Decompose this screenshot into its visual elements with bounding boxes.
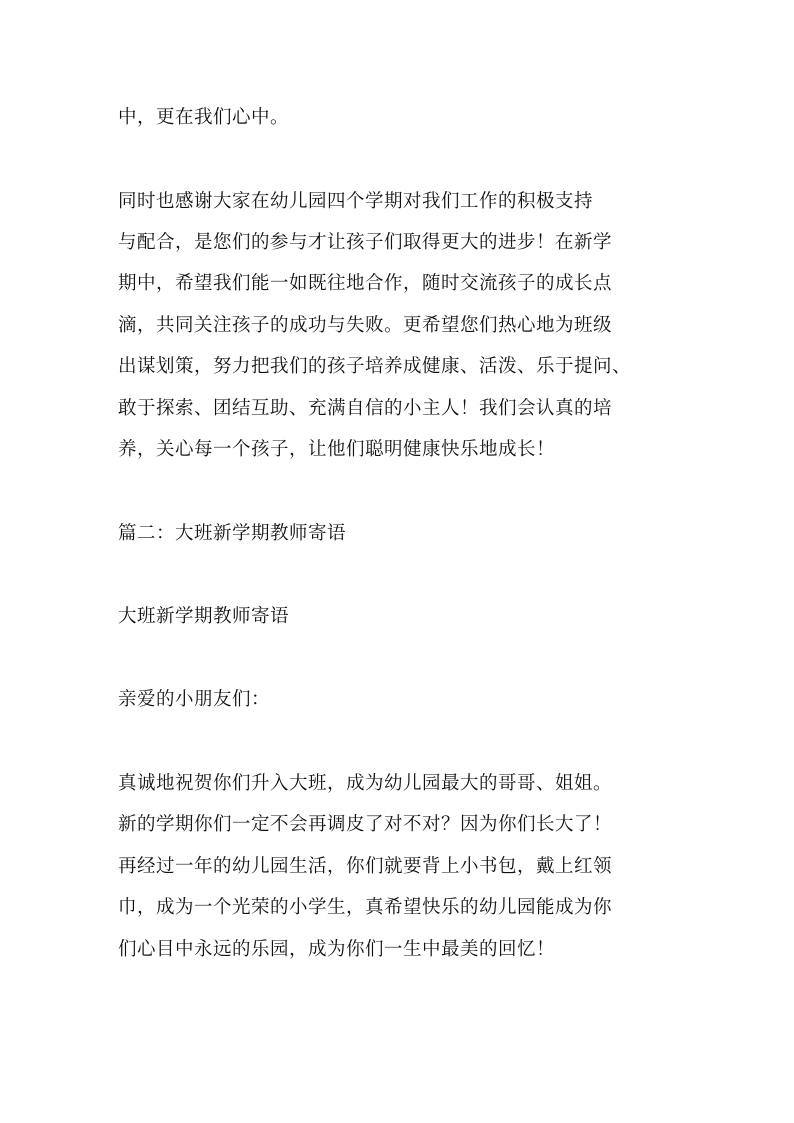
paragraph-line: 滴，共同关注孩子的成功与失败。更希望您们热心地为班级 <box>118 315 613 336</box>
paragraph-line: 巾，成为一个光荣的小学生，真希望快乐的幼儿园能成为你 <box>118 897 613 918</box>
paragraph-line: 养，关心每一个孩子，让他们聪明健康快乐地成长！ <box>118 439 556 460</box>
paragraph-line: 再经过一年的幼儿园生活，你们就要背上小书包，戴上红领 <box>118 856 613 877</box>
paragraph-line: 敢于探索、团结互助、充满自信的小主人！我们会认真的培 <box>118 398 613 419</box>
paragraph-line: 真诚地祝贺你们升入大班，成为幼儿园最大的哥哥、姐姐。 <box>118 773 613 794</box>
paragraph-line: 新的学期你们一定不会再调皮了对不对？因为你们长大了！ <box>118 814 613 835</box>
paragraph-line: 中，更在我们心中。 <box>118 107 290 128</box>
article-title: 大班新学期教师寄语 <box>118 606 290 627</box>
paragraph-line: 与配合，是您们的参与才让孩子们取得更大的进步！在新学 <box>118 232 613 253</box>
paragraph-line: 们心目中永远的乐园，成为你们一生中最美的回忆！ <box>118 939 556 960</box>
paragraph-line: 期中，希望我们能一如既往地合作，随时交流孩子的成长点 <box>118 273 613 294</box>
paragraph-line: 同时也感谢大家在幼儿园四个学期对我们工作的积极支持 <box>118 191 594 212</box>
paragraph-line: 出谋划策，努力把我们的孩子培养成健康、活泼、乐于提问、 <box>118 356 632 377</box>
salutation: 亲爱的小朋友们： <box>118 689 271 710</box>
section-heading: 篇二：大班新学期教师寄语 <box>118 523 347 544</box>
